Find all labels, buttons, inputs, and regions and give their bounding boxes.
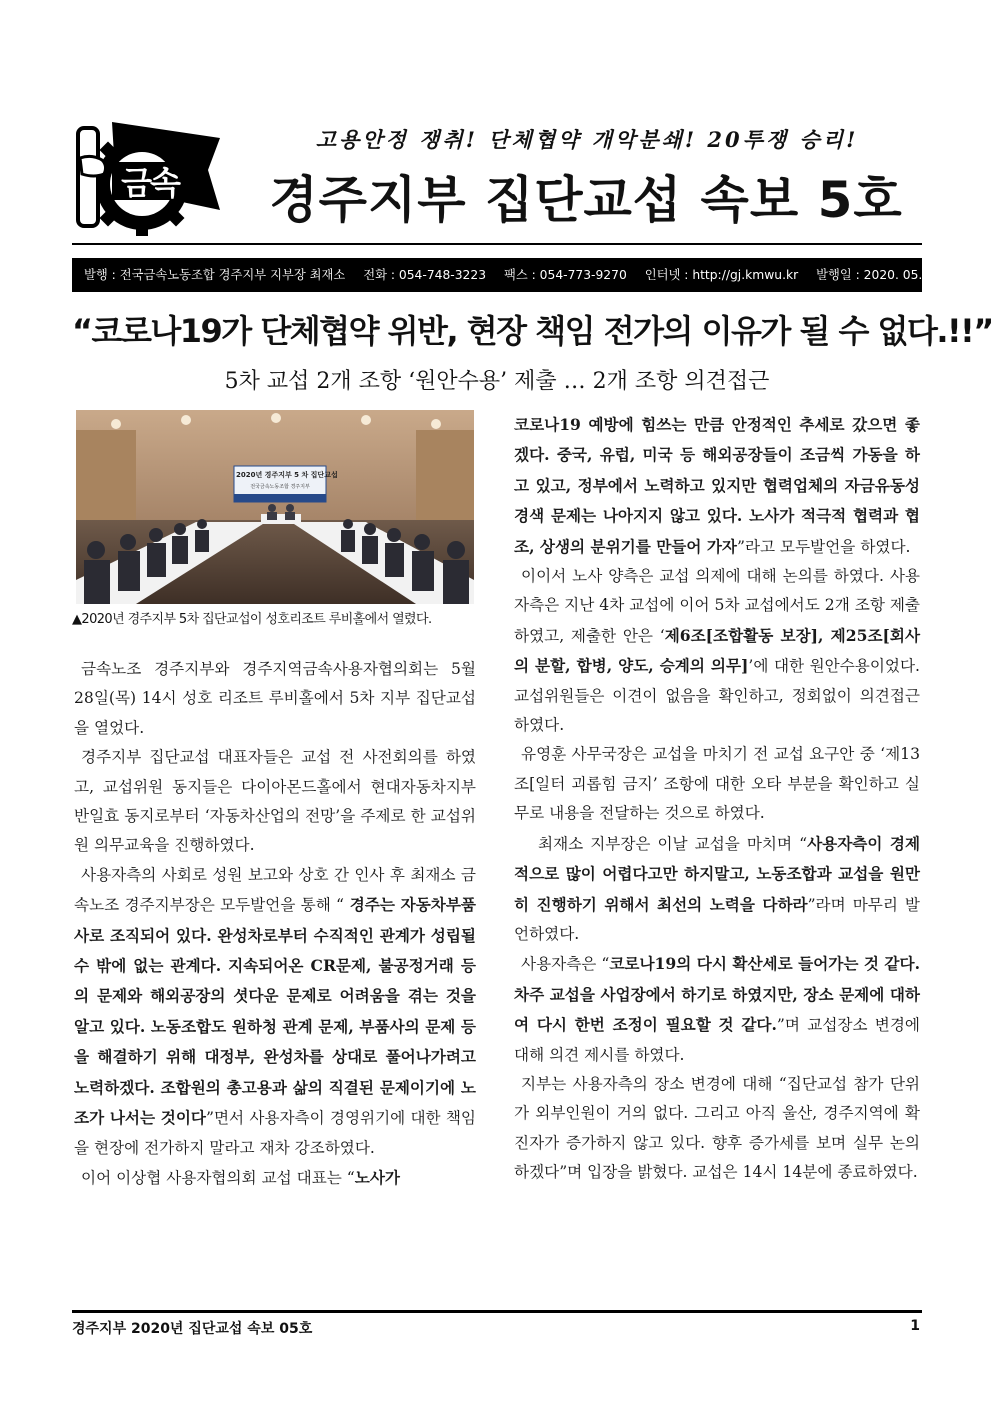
newsletter-title: 경주지부 집단교섭 속보 5호	[269, 171, 903, 229]
article-left-column	[74, 655, 476, 1193]
internet-info: 인터넷 : http://gj.kmwu.kr	[644, 268, 799, 282]
quote-emphasis: 노사가	[354, 1167, 400, 1187]
article-paragraph: 이어 이상협 사용자협의회 교섭 대표는 “노사가	[81, 1167, 400, 1187]
publisher-info: 발행 : 전국금속노동조합 경주지부 지부장 최재소	[84, 268, 346, 282]
clause-emphasis: 제6조[조합활동 보장], 제25조[회사의 분할, 합병, 양도, 승계의 의무]	[514, 625, 921, 676]
phone-info: 전화 : 054-748-3223	[363, 268, 487, 282]
article-paragraph: 최재소 지부장은 이날 교섭을 마치며 “사용자측이 경제적으로 많이 어렵다고만 하지말고, 노동조합과 교섭을 원만히 진행하기 위해서 최선의 노력을 다하라”라며 마무리 발언하였다.	[514, 833, 921, 943]
quote-emphasis: 코로나19 예방에 힘쓰는 만큼 안정적인 추세로 갔으면 좋겠다. 중국, 유럽, 미국 등 해외공장들이 조금씩 가동을 하고 있고, 정부에서 노력하고 있지만 협력업체의 자금유동성 경색 문제는 나아지지 않고 있다. 노사가 적극적 협력과 협조, 상생의 분위기를 만들어 가자	[514, 415, 920, 556]
article-paragraph: 이이서 노사 양측은 교섭 의제에 대해 논의를 하였다. 사용자측은 지난 4차 교섭에 이어 5차 교섭에서도 2개 조항 제출하였고, 제출한 안은 ‘제6조[조합활동 보장], 제25조[회사의 분할, 합병, 양도, 승계의 의무]’에 대한 원안수용이었다. 교섭위원들은 이견이 없음을 확인하고, 정회없이 의견접근하였다.	[514, 567, 921, 735]
publish-date: 발행일 : 2020. 05. 28 (목)	[816, 268, 968, 282]
article-paragraph: 유영훈 사무국장은 교섭을 마치기 전 교섭 요구안 중 ‘제13조[일터 괴롭힘 금지’ 조항에 대한 오타 부분을 확인하고 실무로 내용을 전달하는 것으로 하였다.	[514, 745, 920, 823]
logo-text: 금속	[121, 164, 179, 202]
article-paragraph: 사용자측은 “코로나19의 다시 확산세로 들어가는 것 같다. 차주 교섭을 사업장에서 하기로 하였지만, 장소 문제에 대하여 다시 한번 조정이 필요할 것 같다.”며 교섭장소 변경에 대해 의견 제시를 하였다.	[514, 954, 920, 1064]
article-paragraph: 경주지부 집단교섭 대표자들은 교섭 전 사전회의를 하였고, 교섭위원 동지들은 다이아몬드홀에서 현대자동차지부 반일효 동지로부터 ‘자동차산업의 전망’을 주제로 한 교섭위원 의무교육을 진행하였다.	[74, 748, 476, 855]
footer-rule	[72, 1310, 922, 1313]
article-paragraph: 사용자측의 사회로 성원 보고와 상호 간 인사 후 최재소 금속노조 경주지부장은 모두발언을 통해 “ 경주는 자동차부품사로 조직되어 있다. 완성차로부터 수직적인 관계가 성립될 수 밖에 없는 관계다. 지속되어온 CR문제, 불공정거래 등의 문제와 해외공장의 셧다운 문제로 어려움을 겪는 것을 알고 있다. 노동조합도 원하청 관계 문제, 부품사의 문제 등을 해결하기 위해 대정부, 완성차를 상대로 풀어나가려고 노력하겠다. 조합원의 총고용과 삶의 직결된 문제이기에 노조가 나서는 것이다”면서 사용자측이 경영위기에 대한 책임을 현장에 전가하지 말라고 재차 강조하였다.	[74, 865, 476, 1157]
article-paragraph: 금속노조 경주지부와 경주지역금속사용자협의회는 5월 28일(목) 14시 성호 리조트 루비홀에서 5차 지부 집단교섭을 열었다.	[74, 660, 476, 737]
meeting-photo	[76, 410, 474, 604]
quote-emphasis: 코로나19의 다시 확산세로 들어가는 것 같다. 차주 교섭을 사업장에서 하기로 하였지만, 장소 문제에 대하여 다시 한번 조정이 필요할 것 같다.	[514, 954, 920, 1035]
quote-emphasis: 사용자측이 경제적으로 많이 어렵다고만 하지말고, 노동조합과 교섭을 원만히 진행하기 위해서 최선의 노력을 다하라	[514, 833, 921, 914]
article-paragraph: 지부는 사용자측의 장소 변경에 대해 “집단교섭 참가 단위가 외부인원이 거의 없다. 그리고 아직 울산, 경주지역에 확진자가 증가하지 않고 있다. 향후 증가세를 보며 실무 논의하겠다”며 입장을 밝혔다. 교섭은 14시 14분에 종료하였다.	[514, 1074, 920, 1182]
union-logo	[72, 118, 222, 242]
publication-info-bar	[72, 258, 968, 292]
article-paragraph: 코로나19 예방에 힘쓰는 만큼 안정적인 추세로 갔으면 좋겠다. 중국, 유럽, 미국 등 해외공장들이 조금씩 가동을 하고 있고, 정부에서 노력하고 있지만 협력업체의 자금유동성 경색 문제는 나아지지 않고 있다. 노사가 적극적 협력과 협조, 상생의 분위기를 만들어 가자”라고 모두발언을 하였다.	[514, 415, 920, 556]
photo-banner-title: 2020년 경주지부 5 차 집단교섭	[236, 471, 338, 479]
photo-banner-subtitle: 전국금속노동조합 경주지부	[250, 484, 310, 490]
page-number: 1	[910, 1318, 920, 1334]
quote-emphasis: 경주는 자동차부품사로 조직되어 있다. 완성차로부터 수직적인 관계가 성립될 수 밖에 없는 관계다. 지속되어온 CR문제, 불공정거래 등의 문제와 해외공장의 셧다운 문제로 어려움을 겪는 것을 알고 있다. 노동조합도 원하청 관계 문제, 부품사의 문제 등을 해결하기 위해 대정부, 완성차를 상대로 풀어나가려고 노력하겠다. 조합원의 총고용과 삶의 직결된 문제이기에 노조가 나서는 것이다	[74, 895, 476, 1128]
slogan: 고용안정 쟁취! 단체협약 개악분쇄! 20투쟁 승리!	[315, 127, 859, 152]
fax-info: 팩스 : 054-773-9270	[503, 268, 627, 282]
photo-caption: ▲2020년 경주지부 5차 집단교섭이 성호리조트 루비홀에서 열렸다.	[72, 612, 432, 627]
headline: “코로나19가 단체협약 위반, 현장 책임 전가의 이유가 될 수 없다.!!”	[72, 312, 993, 350]
subheadline: 5차 교섭 2개 조항 ‘원안수용’ 제출 … 2개 조항 의견접근	[224, 369, 770, 394]
footer-title: 경주지부 2020년 집단교섭 속보 05호	[72, 1321, 313, 1337]
article-right-column	[514, 410, 920, 1188]
masthead-rule	[72, 243, 922, 245]
